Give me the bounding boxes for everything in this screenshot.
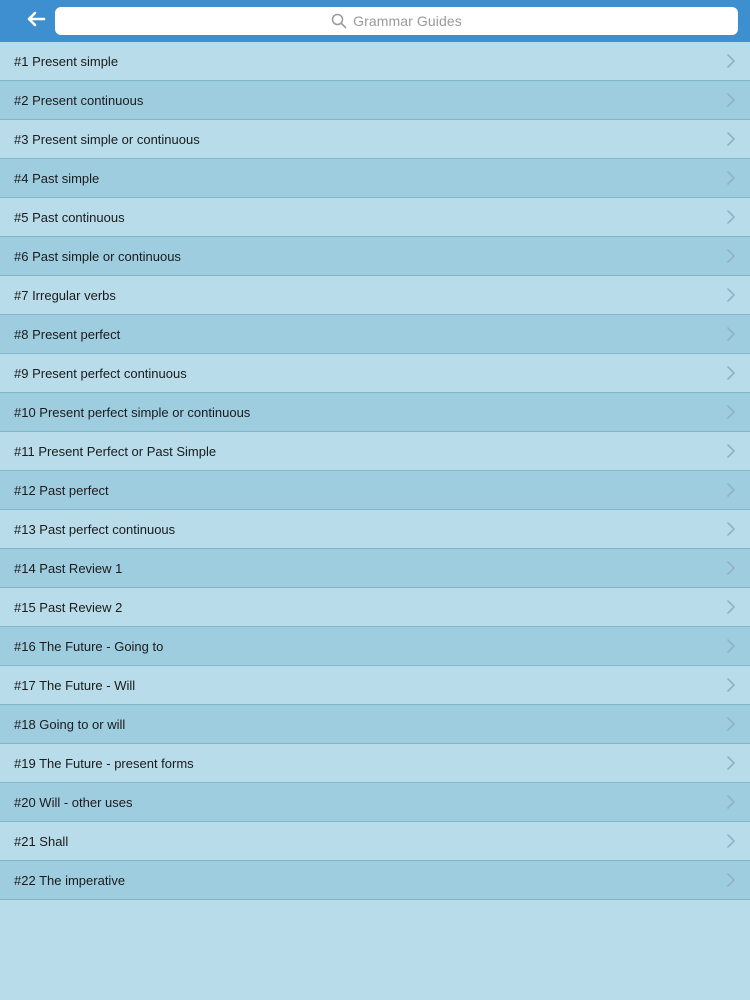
list-item-label: #12 Past perfect — [14, 482, 109, 498]
list-item-label: #11 Present Perfect or Past Simple — [14, 443, 217, 459]
chevron-right-icon — [726, 132, 736, 146]
chevron-right-icon — [726, 366, 736, 380]
chevron-right-icon — [726, 600, 736, 614]
chevron-right-icon — [726, 171, 736, 185]
list-item-label: #20 Will - other uses — [14, 794, 133, 810]
list-item[interactable] — [0, 315, 750, 354]
search-icon — [331, 13, 347, 29]
list-item[interactable] — [0, 627, 750, 666]
list-item[interactable] — [0, 120, 750, 159]
chevron-right-icon — [726, 444, 736, 458]
list-item[interactable] — [0, 510, 750, 549]
list-item[interactable] — [0, 549, 750, 588]
list-item-label: #22 The imperative — [14, 872, 126, 888]
list-item-label: #4 Past simple — [14, 170, 100, 186]
list-item-label: #7 Irregular verbs — [14, 287, 116, 303]
list-item-label: #13 Past perfect continuous — [14, 521, 176, 537]
chevron-right-icon — [726, 54, 736, 68]
list-item[interactable] — [0, 81, 750, 120]
chevron-right-icon — [726, 678, 736, 692]
list-item-label: #14 Past Review 1 — [14, 560, 123, 576]
list-item[interactable] — [0, 237, 750, 276]
list-item[interactable] — [0, 471, 750, 510]
list-item[interactable] — [0, 198, 750, 237]
chevron-right-icon — [726, 405, 736, 419]
back-button[interactable] — [22, 6, 50, 32]
list-item[interactable] — [0, 588, 750, 627]
list-item-label: #6 Past simple or continuous — [14, 248, 181, 264]
list-item-label: #3 Present simple or continuous — [14, 131, 200, 147]
list-item-label: #15 Past Review 2 — [14, 599, 123, 615]
list-item-label: #8 Present perfect — [14, 326, 121, 342]
list-item[interactable] — [0, 432, 750, 471]
chevron-right-icon — [726, 873, 736, 887]
grammar-guide-list — [0, 42, 750, 900]
chevron-right-icon — [726, 327, 736, 341]
chevron-right-icon — [726, 288, 736, 302]
chevron-right-icon — [726, 483, 736, 497]
list-item-label: #18 Going to or will — [14, 716, 126, 732]
search-input[interactable] — [55, 7, 738, 35]
list-item[interactable] — [0, 705, 750, 744]
chevron-right-icon — [726, 756, 736, 770]
chevron-right-icon — [726, 639, 736, 653]
list-item-label: #19 The Future - present forms — [14, 755, 194, 771]
list-item-label: #5 Past continuous — [14, 209, 125, 225]
list-item-label: #1 Present simple — [14, 53, 119, 69]
list-item[interactable] — [0, 822, 750, 861]
list-item-label: #9 Present perfect continuous — [14, 365, 187, 381]
nav-bar — [0, 0, 750, 42]
chevron-right-icon — [726, 522, 736, 536]
list-item[interactable] — [0, 42, 750, 81]
list-item[interactable] — [0, 744, 750, 783]
list-item[interactable] — [0, 666, 750, 705]
chevron-right-icon — [726, 249, 736, 263]
list-item[interactable] — [0, 159, 750, 198]
chevron-right-icon — [726, 210, 736, 224]
search-placeholder: Grammar Guides — [353, 13, 462, 29]
list-item[interactable] — [0, 354, 750, 393]
chevron-right-icon — [726, 561, 736, 575]
list-item[interactable] — [0, 783, 750, 822]
list-item-label: #10 Present perfect simple or continuous — [14, 404, 251, 420]
list-item-label: #21 Shall — [14, 833, 69, 849]
list-item[interactable] — [0, 861, 750, 900]
list-item-label: #16 The Future - Going to — [14, 638, 164, 654]
list-item-label: #2 Present continuous — [14, 92, 144, 108]
list-item-label: #17 The Future - Will — [14, 677, 136, 693]
list-item[interactable] — [0, 393, 750, 432]
chevron-right-icon — [726, 795, 736, 809]
list-item[interactable] — [0, 276, 750, 315]
back-arrow-icon — [26, 11, 46, 27]
chevron-right-icon — [726, 834, 736, 848]
chevron-right-icon — [726, 93, 736, 107]
chevron-right-icon — [726, 717, 736, 731]
